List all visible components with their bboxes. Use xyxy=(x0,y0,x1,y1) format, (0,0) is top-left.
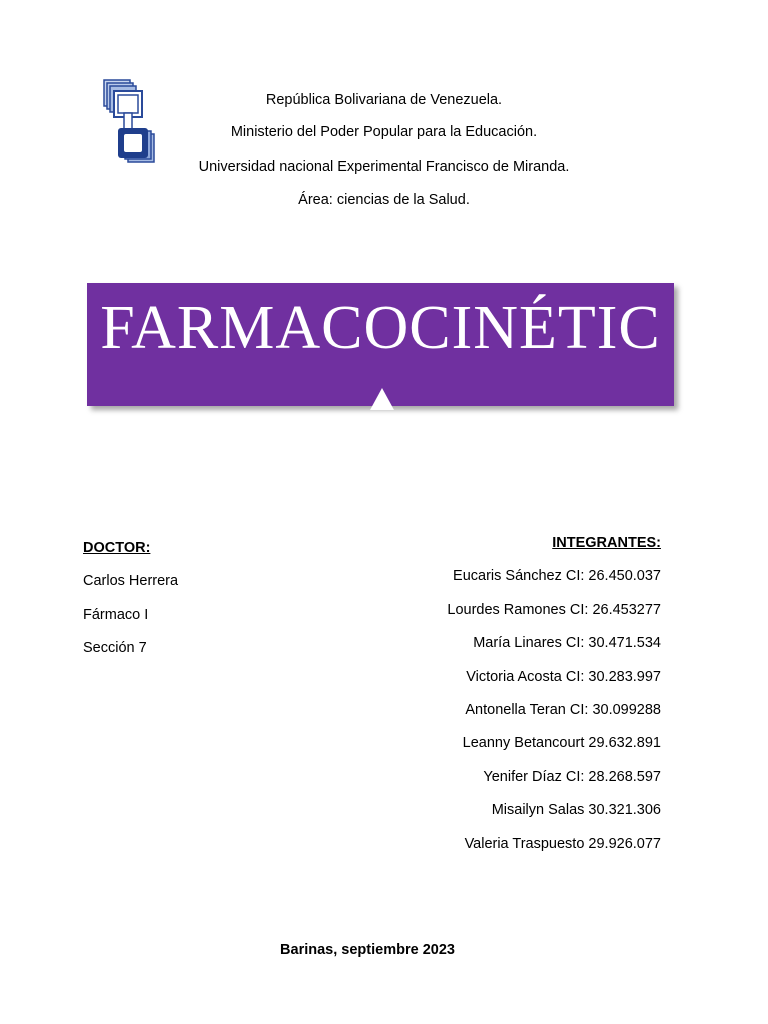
integrantes-heading: INTEGRANTES: xyxy=(552,535,661,551)
integrantes-section xyxy=(321,535,661,869)
document-title: FARMACOCINÉTIC xyxy=(100,294,661,362)
doctor-name: Carlos Herrera xyxy=(83,573,179,590)
member-item: Eucaris Sánchez CI: 26.450.037 xyxy=(453,568,661,585)
section-name: Sección 7 xyxy=(83,640,147,657)
member-item: Antonella Teran CI: 30.099288 xyxy=(465,701,661,718)
member-item: Lourdes Ramones CI: 26.453277 xyxy=(447,601,661,618)
title-overflow-glyph xyxy=(370,388,394,410)
member-item: Yenifer Díaz CI: 28.268.597 xyxy=(483,768,661,785)
member-item: Valeria Traspuesto 29.926.077 xyxy=(464,835,661,852)
header-area: Área: ciencias de la Salud. xyxy=(298,192,470,208)
place-date: Barinas, septiembre 2023 xyxy=(280,942,455,958)
member-item: María Linares CI: 30.471.534 xyxy=(473,635,661,652)
member-item: Victoria Acosta CI: 30.283.997 xyxy=(466,668,661,685)
header-ministry: Ministerio del Poder Popular para la Educación. xyxy=(230,124,538,140)
doctor-heading: DOCTOR: xyxy=(83,540,151,556)
header-republic: República Bolivariana de Venezuela. xyxy=(265,92,503,108)
header-university: Universidad nacional Experimental Francisco de Miranda. xyxy=(198,159,570,175)
member-item: Misailyn Salas 30.321.306 xyxy=(491,802,661,819)
course-name: Fármaco I xyxy=(83,606,149,623)
member-item: Leanny Betancourt 29.632.891 xyxy=(462,735,661,752)
